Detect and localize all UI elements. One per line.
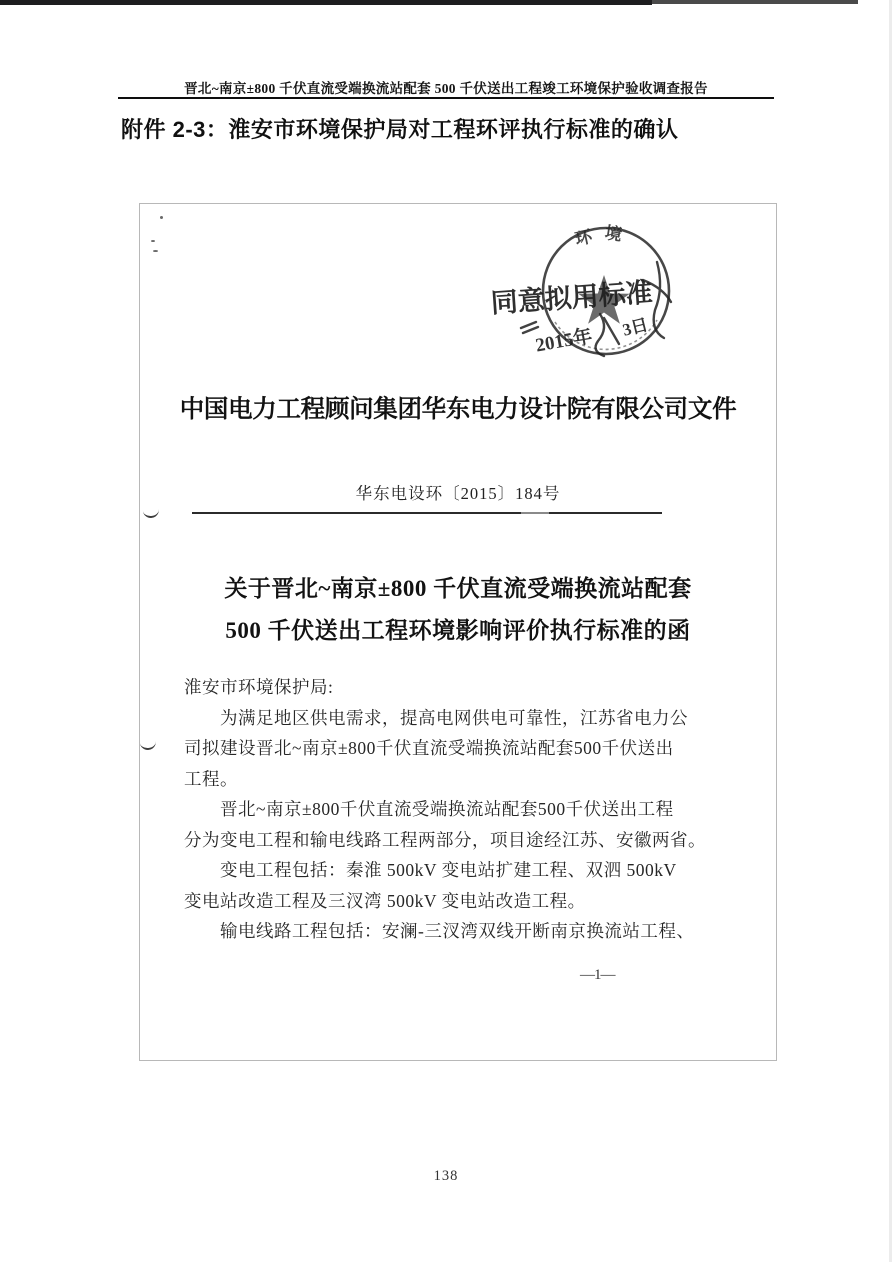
body-line: 为满足地区供电需求，提高电网供电可靠性，江苏省电力公 <box>220 708 688 728</box>
scanned-letter <box>139 203 777 1061</box>
header-divider <box>118 97 774 99</box>
scan-top-edge-artifact <box>0 0 652 5</box>
letter-salutation: 淮安市环境保护局: <box>184 677 334 697</box>
scan-top-edge-artifact-light <box>652 0 858 4</box>
body-line: 输电线路工程包括：安澜-三汊湾双线开断南京换流站工程、 <box>220 921 695 941</box>
doc-number-divider <box>192 512 662 514</box>
scan-speckle <box>153 250 158 252</box>
report-header-title: 晋北~南京±800 千伏直流受端换流站配套 500 千伏送出工程竣工环境保护验收调查报告 <box>184 81 708 96</box>
scan-speckle <box>160 216 163 219</box>
org-title: 中国电力工程顾问集团华东电力设计院有限公司文件 <box>179 396 737 423</box>
body-line: 晋北~南京±800千伏直流受端换流站配套500千伏送出工程 <box>220 799 674 819</box>
stamp-ring-char-1: 环 <box>573 226 594 250</box>
stamp-date-day: 3日 <box>620 315 650 340</box>
scan-artifact-curve <box>143 506 160 518</box>
scan-speckle <box>151 240 155 242</box>
body-line: 工程。 <box>184 769 238 789</box>
approval-stamp <box>485 212 690 370</box>
letter-page-marker: —1— <box>580 967 615 983</box>
scan-artifact-curve <box>140 738 157 750</box>
footer-page-number: 138 <box>433 1168 459 1184</box>
body-line: 司拟建设晋北~南京±800千伏直流受端换流站配套500千伏送出 <box>184 738 674 758</box>
stamp-handwriting: 同意拟用标准 <box>489 277 654 319</box>
body-line: 变电站改造工程及三汊湾 500kV 变电站改造工程。 <box>184 891 586 911</box>
stamp-date-year: 2015年 <box>534 325 594 357</box>
attachment-heading: 附件 2-3：淮安市环境保护局对工程环评执行标准的确认 <box>121 117 679 142</box>
body-line: 变电工程包括：秦淮 500kV 变电站扩建工程、双泗 500kV <box>220 860 677 880</box>
body-line: 分为变电工程和输电线路工程两部分，项目途经江苏、安徽两省。 <box>184 830 706 850</box>
letter-title-line2: 500 千伏送出工程环境影响评价执行标准的函 <box>225 618 691 643</box>
doc-number: 华东电设环〔2015〕184号 <box>355 484 561 503</box>
stamp-ring-char-2: 境 <box>603 223 624 245</box>
letter-title-line1: 关于晋北~南京±800 千伏直流受端换流站配套 <box>224 576 692 601</box>
